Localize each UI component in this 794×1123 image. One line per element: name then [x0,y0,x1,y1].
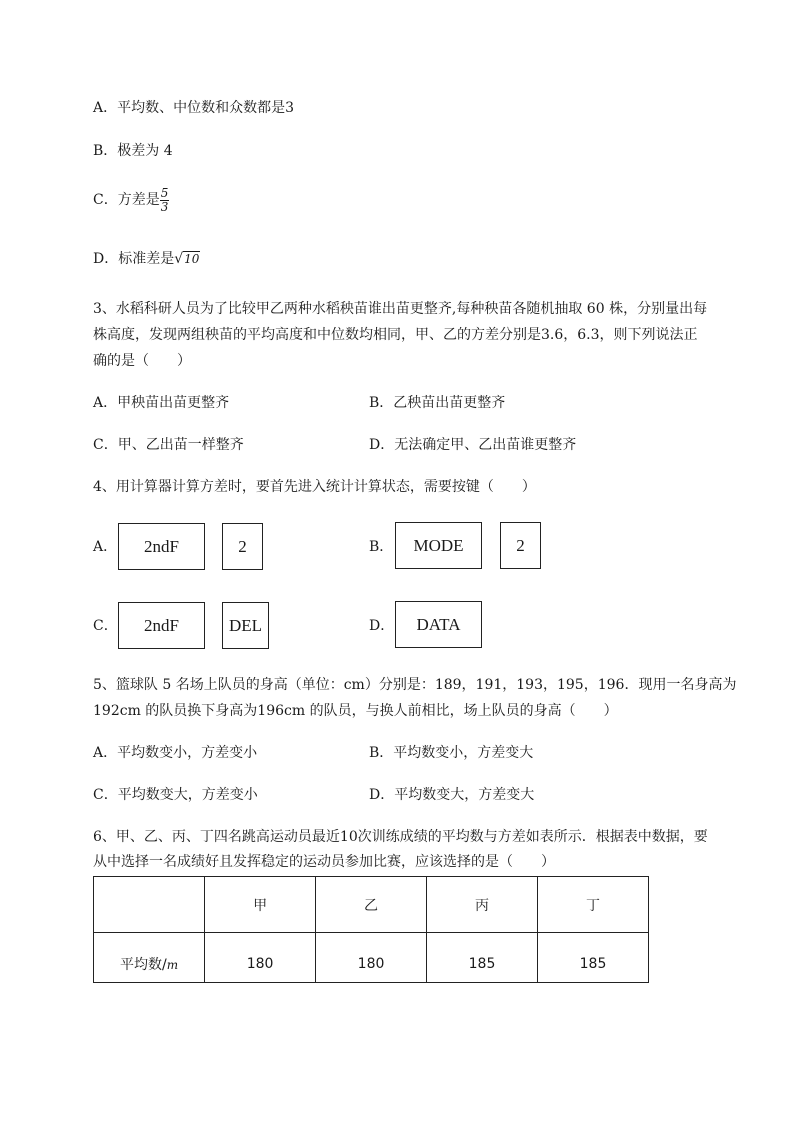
fraction [160,187,170,214]
table-header-row [94,877,649,933]
fraction-denominator: 3 [160,199,169,214]
q4-option-c-label: C． [93,618,118,634]
key-mode: MODE [395,522,482,569]
q4-option-b-label: B． [369,539,394,555]
table-cell: 185 [538,933,649,983]
table-cell: 180 [205,933,316,983]
q2-option-c-prefix: C．方差是 [93,192,160,208]
q3-stem-line-2: 株高度，发现两组秧苗的平均高度和中位数均相同，甲、乙的方差分别是3.6，6.3，则下列说法正 [93,327,698,343]
q5-option-b: B．平均数变小，方差变大 [369,745,534,761]
table-cell: 185 [427,933,538,983]
fraction-numerator: 5 [160,185,169,200]
q4-option-a-label: A． [93,539,118,555]
athlete-stats-table [93,876,649,983]
key-2: 2 [222,523,263,570]
sqrt-icon: √10 [174,251,200,267]
sqrt-radicand: 10 [184,252,200,266]
q5-option-c: C．平均数变大，方差变小 [93,787,258,803]
table-row-label [94,933,205,983]
q3-option-d: D．无法确定甲、乙出苗谁更整齐 [369,437,577,453]
table-header-cell: 丁 [538,877,649,933]
q3-stem-line-1: 3、水稻科研人员为了比较甲乙两种水稻秧苗谁出苗更整齐,每种秧苗各随机抽取 60 株，分别量出每 [93,301,708,317]
q4-option-d-label: D． [369,618,395,634]
q6-stem-line-2: 从中选择一名成绩好且发挥稳定的运动员参加比赛，应该选择的是（ ） [93,854,555,870]
row-label-text: 平均数/ [119,957,167,973]
row-label-unit: m [166,958,179,972]
q3-option-b: B．乙秧苗出苗更整齐 [369,395,506,411]
q3-stem-line-3: 确的是（ ） [93,353,191,369]
table-cell: 180 [316,933,427,983]
key-2ndf: 2ndF [118,602,205,649]
q6-stem-line-1: 6、甲、乙、丙、丁四名跳高运动员最近10次训练成绩的平均数与方差如表所示．根据表中数据，要 [93,829,708,845]
table-row [94,933,649,983]
key-del: DEL [222,602,269,649]
key-data: DATA [395,601,482,648]
q3-option-a: A．甲秧苗出苗更整齐 [93,395,230,411]
q5-stem-line-2: 192cm 的队员换下身高为196cm 的队员，与换人前相比，场上队员的身高（ ） [93,703,618,719]
q2-option-a: A．平均数、中位数和众数都是3 [93,100,295,116]
q2-option-d-prefix: D．标准差是 [93,251,175,267]
q2-option-b: B．极差为 4 [93,143,173,159]
q3-option-c: C．甲、乙出苗一样整齐 [93,437,244,453]
table-header-cell: 甲 [205,877,316,933]
table-header-cell: 乙 [316,877,427,933]
q5-option-d: D．平均数变大，方差变大 [369,787,535,803]
q5-stem-line-1: 5、篮球队 5 名场上队员的身高（单位：cm）分别是：189，191，193，195，196．现用一名身高为 [93,677,737,693]
key-2: 2 [500,522,541,569]
key-2ndf: 2ndF [118,523,205,570]
q5-option-a: A．平均数变小，方差变小 [93,745,258,761]
q2-option-c [93,184,169,216]
table-header-cell [94,877,205,933]
q4-stem: 4、用计算器计算方差时，要首先进入统计计算状态，需要按键（ ） [93,479,536,495]
q2-option-d [93,250,200,268]
table-header-cell: 丙 [427,877,538,933]
